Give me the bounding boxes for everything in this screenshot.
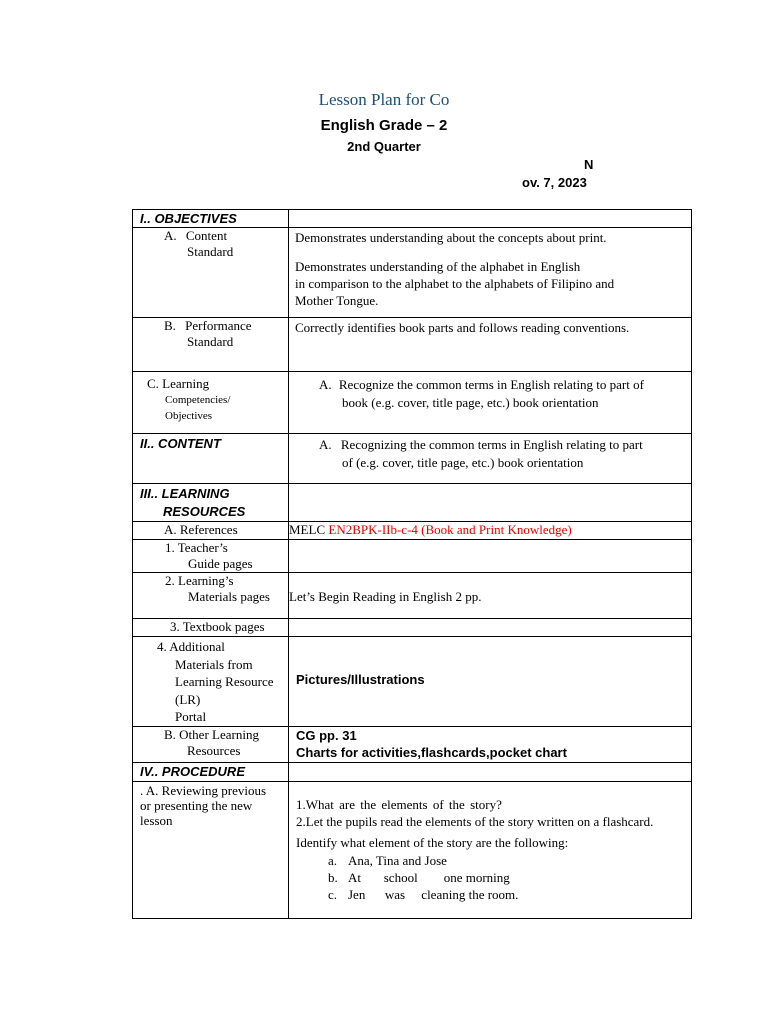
content-standard-label-line2: Standard bbox=[187, 244, 234, 259]
teachers-guide-value bbox=[289, 540, 692, 573]
list-item bbox=[296, 886, 691, 903]
objectives-heading: I.. OBJECTIVES bbox=[133, 210, 289, 228]
references-prefix: MELC bbox=[289, 522, 329, 537]
other-resources-label-line2: Resources bbox=[187, 742, 241, 758]
list-item bbox=[296, 869, 691, 886]
content-standard-text2-line1: Demonstrates understanding of the alphabet in English bbox=[295, 259, 581, 274]
reviewing-question-3: Identify what element of the story are the following: bbox=[296, 834, 569, 850]
learning-resources-heading-empty-cell bbox=[289, 484, 692, 522]
additional-materials-row bbox=[133, 637, 692, 727]
content-heading: II.. CONTENT bbox=[133, 434, 289, 484]
date-line-2: ov. 7, 2023 bbox=[522, 175, 587, 190]
additional-materials-label-line1: 4. Additional bbox=[157, 639, 225, 654]
quarter-heading: 2nd Quarter bbox=[347, 139, 421, 154]
reviewing-label bbox=[133, 781, 289, 918]
learners-materials-label-line2: Materials pages bbox=[188, 589, 270, 604]
content-standard-text2-line2: in comparison to the alphabet to the alphabets of Filipino and bbox=[295, 276, 615, 291]
references-label: A. References bbox=[133, 522, 289, 540]
reviewing-label-line3: lesson bbox=[140, 812, 173, 828]
learners-materials-label-line1: 2. Learning’s bbox=[165, 573, 234, 588]
content-text-line2: of (e.g. cover, title page, etc.) book orientation bbox=[342, 455, 584, 470]
content-standard-text2-line3: Mother Tongue. bbox=[295, 293, 379, 308]
reviewing-question-1: 1.What are the elements of the story? bbox=[296, 796, 502, 812]
objectives-heading-row bbox=[133, 210, 692, 228]
additional-materials-label-line2: Materials from bbox=[175, 656, 253, 672]
content-standard-marker: A. bbox=[164, 228, 177, 243]
learning-resources-heading-line1: III.. LEARNING bbox=[140, 486, 230, 501]
teachers-guide-row bbox=[133, 540, 692, 573]
performance-standard-label bbox=[133, 318, 289, 372]
list-item-marker: a. bbox=[328, 852, 338, 868]
teachers-guide-label-line1: 1. Teacher’s bbox=[165, 540, 228, 555]
learning-competencies-marker: A. bbox=[319, 377, 332, 392]
performance-standard-label-line2: Standard bbox=[187, 334, 234, 349]
content-standard-value bbox=[289, 228, 692, 318]
learners-materials-value: Let’s Begin Reading in English 2 pp. bbox=[289, 573, 692, 619]
content-standard-label-line1: Content bbox=[185, 228, 228, 243]
reviewing-items-list bbox=[296, 852, 691, 903]
learning-resources-heading-line2: RESOURCES bbox=[163, 504, 246, 519]
list-item-text: Jen was cleaning the room. bbox=[348, 886, 519, 902]
lesson-plan-table bbox=[132, 209, 692, 919]
references-code: EN2BPK-IIb-c-4 (Book and Print Knowledge) bbox=[328, 522, 572, 537]
content-text-line1: Recognizing the common terms in English relating to part bbox=[340, 437, 643, 452]
textbook-value bbox=[289, 619, 692, 637]
additional-materials-value: Pictures/Illustrations bbox=[289, 637, 692, 727]
content-standard-text1: Demonstrates understanding about the concepts about print. bbox=[295, 230, 607, 245]
other-resources-value-line2: Charts for activities,flashcards,pocket chart bbox=[296, 744, 567, 760]
learning-resources-heading bbox=[133, 484, 289, 522]
reviewing-label-line2: or presenting the new bbox=[140, 797, 253, 813]
content-row bbox=[133, 434, 692, 484]
procedure-heading-empty-cell bbox=[289, 762, 692, 781]
learning-competencies-label bbox=[133, 372, 289, 434]
other-resources-value bbox=[289, 726, 692, 762]
list-item-text: At school one morning bbox=[348, 869, 510, 885]
list-item-text: Ana, Tina and Jose bbox=[348, 852, 447, 868]
reviewing-value bbox=[289, 781, 692, 918]
other-resources-value-line1: CG pp. 31 bbox=[296, 727, 357, 743]
learning-competencies-value bbox=[289, 372, 692, 434]
content-marker: A. bbox=[319, 437, 332, 452]
teachers-guide-label-line2: Guide pages bbox=[188, 556, 253, 571]
learning-competencies-text-line1: Recognize the common terms in English relating to part of bbox=[338, 377, 644, 392]
reviewing-row bbox=[133, 781, 692, 918]
textbook-label: 3. Textbook pages bbox=[133, 619, 289, 637]
learning-resources-heading-row bbox=[133, 484, 692, 522]
additional-materials-label-line5: Portal bbox=[175, 709, 207, 724]
learning-competencies-label-line2: Competencies/ bbox=[165, 394, 231, 406]
performance-standard-row bbox=[133, 318, 692, 372]
additional-materials-label-line3: Learning Resource bbox=[175, 674, 274, 689]
content-standard-label bbox=[133, 228, 289, 318]
list-item-marker: b. bbox=[328, 869, 338, 885]
learners-materials-row bbox=[133, 573, 692, 619]
learning-competencies-label-line3: Objectives bbox=[165, 410, 213, 422]
date-line-1: N bbox=[584, 157, 594, 172]
textbook-row bbox=[133, 619, 692, 637]
other-resources-label bbox=[133, 726, 289, 762]
procedure-heading: IV.. PROCEDURE bbox=[133, 762, 289, 781]
document-title: Lesson Plan for Co bbox=[318, 90, 450, 109]
performance-standard-marker: B. bbox=[164, 318, 176, 333]
learning-competencies-row bbox=[133, 372, 692, 434]
other-resources-label-line1: B. Other Learning bbox=[164, 726, 259, 742]
procedure-heading-row bbox=[133, 762, 692, 781]
objectives-heading-empty-cell bbox=[289, 210, 692, 228]
learners-materials-label bbox=[133, 573, 289, 619]
teachers-guide-label bbox=[133, 540, 289, 573]
list-item bbox=[296, 852, 691, 869]
subject-heading: English Grade – 2 bbox=[320, 117, 448, 134]
references-value bbox=[289, 522, 692, 540]
learning-competencies-text-line2: book (e.g. cover, title page, etc.) book orientation bbox=[342, 395, 599, 410]
additional-materials-label-line4: (LR) bbox=[175, 691, 201, 707]
content-standard-row bbox=[133, 228, 692, 318]
references-row bbox=[133, 522, 692, 540]
content-value bbox=[289, 434, 692, 484]
learning-competencies-label-line1: C. Learning bbox=[147, 376, 210, 391]
performance-standard-label-line1: Performance bbox=[185, 318, 252, 333]
additional-materials-label bbox=[133, 637, 289, 727]
reviewing-label-line1: . A. Reviewing previous bbox=[140, 782, 267, 798]
list-item-marker: c. bbox=[328, 886, 338, 902]
performance-standard-text: Correctly identifies book parts and follows reading conventions. bbox=[289, 318, 692, 372]
other-resources-row bbox=[133, 726, 692, 762]
reviewing-question-2: 2.Let the pupils read the elements of the story written on a flashcard. bbox=[296, 813, 654, 829]
